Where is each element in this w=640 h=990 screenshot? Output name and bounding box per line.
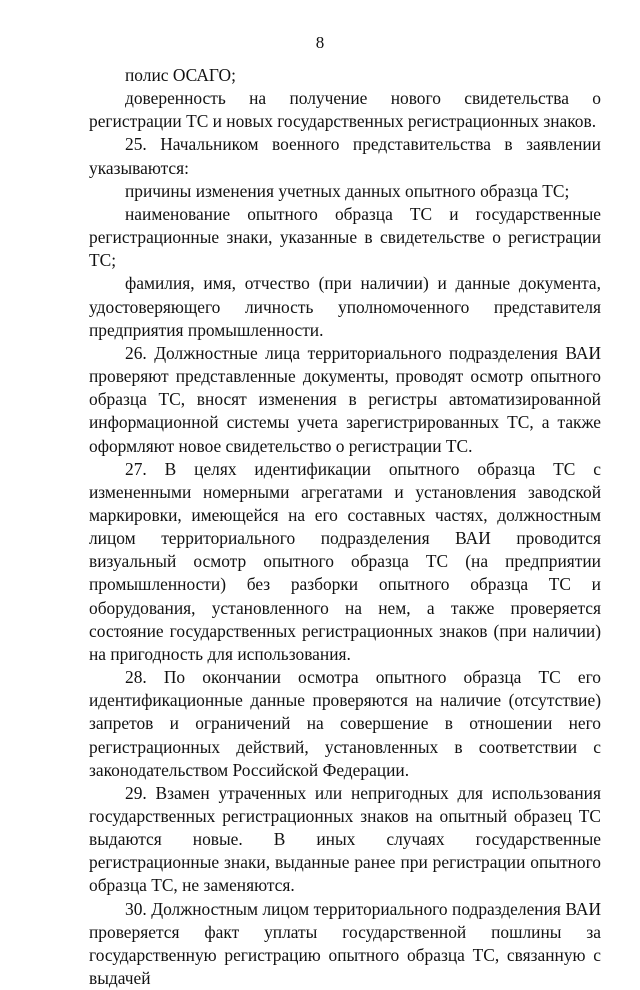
- paragraph-29: 29. Взамен утраченных или непригодных для использования государственных регистрационных знаков на опытный образец ТС выдаются новые. В иных случаях государственные регистрационные знаки, выданные ранее при регистрации опытного образца ТС, не заменяются.: [89, 782, 601, 896]
- paragraph-25: 25. Начальником военного представительства в заявлении указываются:: [89, 134, 601, 178]
- paragraph-30: 30. Должностным лицом территориального подразделения ВАИ проверяется факт уплаты государственной пошлины за государственную регистрацию опытного образца ТС, связанную с выдачей: [89, 898, 601, 989]
- paragraph-change-reasons: причины изменения учетных данных опытного образца ТС;: [125, 180, 570, 201]
- paragraph-26: 26. Должностные лица территориального подразделения ВАИ проверяют представленные документы, проводят осмотр опытного образца ТС, вносят изменения в регистры автоматизированной информационной системы учета зарегистрированных ТС, а также оформляют новое свидетельство о регистрации ТС.: [89, 342, 601, 456]
- paragraph-27: 27. В целях идентификации опытного образца ТС с измененными номерными агрегатами и установления заводской маркировки, имеющейся на его составных частях, должностным лицом территориального подразделения ВАИ проводится визуальный осмотр опытного образца ТС (на предприятии промышленности) без разборки опытного образца ТС и оборудования, установленного на нем, а также проверяется состояние государственных регистрационных знаков (при наличии) на пригодность для использования.: [89, 458, 601, 664]
- document-body: [89, 64, 601, 990]
- paragraph-prototype-name: наименование опытного образца ТС и государственные регистрационные знаки, указанные в свидетельстве о регистрации ТС;: [89, 203, 601, 271]
- paragraph-osago: полис ОСАГО;: [125, 65, 236, 85]
- paragraph-power-of-attorney: доверенность на получение нового свидетельства о регистрации ТС и новых государственных регистрационных знаков.: [89, 88, 601, 132]
- paragraph-28: 28. По окончании осмотра опытного образца ТС его идентификационные данные проверяются на наличие (отсутствие) запретов и ограничений на совершение в отношении него регистрационных действий, установленных в соответствии с законодательством Российской Федерации.: [89, 667, 601, 780]
- page-number: 8: [315, 33, 325, 52]
- paragraph-representative: фамилия, имя, отчество (при наличии) и данные документа, удостоверяющего личность уполномоченного представителя предприятия промышленности.: [89, 273, 601, 340]
